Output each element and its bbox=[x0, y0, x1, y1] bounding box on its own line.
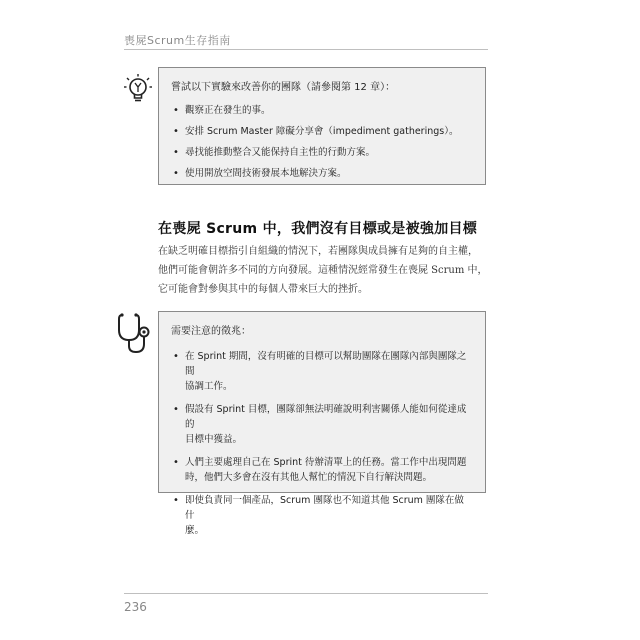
section-title: 在喪屍 Scrum 中，我們沒有目標或是被強加目標 bbox=[158, 221, 478, 237]
warning-box-heading: 需要注意的徵兆： bbox=[171, 326, 251, 337]
header-rule bbox=[124, 49, 488, 50]
list-item-line: 假設有 Sprint 目標，團隊卻無法明確說明利害關係人能如何從達成的 bbox=[185, 404, 467, 430]
list-item-line: 麼。 bbox=[185, 525, 205, 536]
paragraph-line: 在缺乏明確目標指引自組織的情況下，若團隊與成員擁有足夠的自主權， bbox=[158, 246, 478, 257]
lightbulb-icon bbox=[121, 72, 155, 106]
list-item-line: 人們主要處理自己在 Sprint 待辦清單上的任務。當工作中出現問題 bbox=[185, 457, 467, 468]
warning-box bbox=[158, 311, 486, 536]
list-item bbox=[171, 349, 473, 394]
list-item-line: 目標中獲益。 bbox=[185, 434, 243, 445]
page-number: 236 bbox=[124, 600, 147, 614]
list-item bbox=[171, 455, 473, 485]
list-item-line: 協調工作。 bbox=[185, 381, 233, 392]
paragraph-line: 它可能會對參與其中的每個人帶來巨大的挫折。 bbox=[158, 284, 368, 295]
paragraph-line: 他們可能會朝許多不同的方向發展。這種情況經常發生在喪屍 Scrum 中， bbox=[158, 265, 488, 276]
list-item-line: 在 Sprint 期間，沒有明確的目標可以幫助團隊在團隊內部與團隊之間 bbox=[185, 351, 467, 377]
footer-rule bbox=[124, 593, 488, 594]
warning-list bbox=[171, 349, 473, 538]
list-item: • 使用開放空間技術發展本地解決方案。 bbox=[171, 166, 473, 181]
tip-list bbox=[171, 103, 473, 181]
running-head: 喪屍Scrum生存指南 bbox=[124, 34, 231, 47]
list-item-line: 即使負責同一個產品，Scrum 團隊也不知道其他 Scrum 團隊在做什 bbox=[185, 495, 464, 521]
list-item: • 安排 Scrum Master 障礙分享會（impediment gatherings）。 bbox=[171, 124, 473, 139]
list-item: • 觀察正在發生的事。 bbox=[171, 103, 473, 118]
stethoscope-icon bbox=[116, 312, 156, 356]
list-item: • 尋找能推動整合又能保持自主性的行動方案。 bbox=[171, 145, 473, 160]
list-item bbox=[171, 493, 473, 538]
list-item bbox=[171, 402, 473, 447]
body-paragraph bbox=[158, 242, 488, 299]
tip-box bbox=[158, 67, 486, 185]
list-item-line: 時，他們大多會在沒有其他人幫忙的情況下自行解決問題。 bbox=[185, 472, 433, 483]
tip-box-heading: 嘗試以下實驗來改善你的團隊（請參閱第 12 章）： bbox=[171, 82, 396, 93]
